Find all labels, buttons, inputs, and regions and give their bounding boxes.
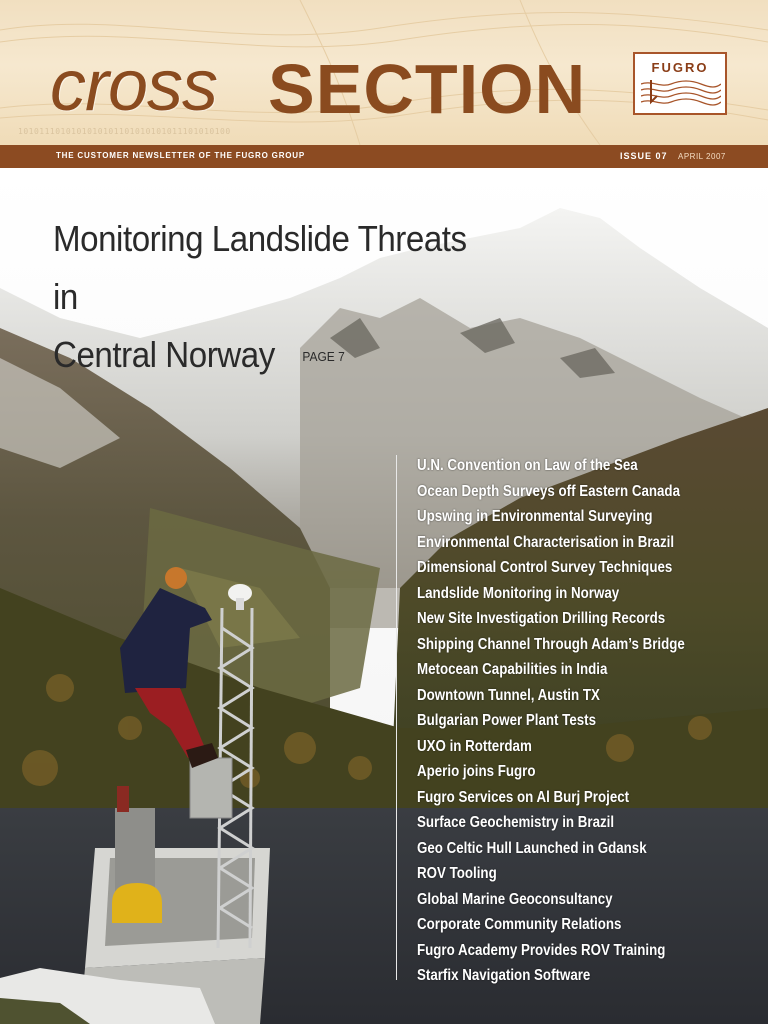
contents-item[interactable]: Upswing in Environmental Surveying [417,508,653,525]
headline-line2 [53,326,485,386]
contents-item[interactable]: New Site Investigation Drilling Records [417,610,666,627]
contents-item[interactable]: Global Marine Geoconsultancy [417,890,613,908]
fugro-logo [633,52,727,115]
contents-item[interactable]: Dimensional Control Survey Techniques [417,559,673,576]
contents-item[interactable]: Bulgarian Power Plant Tests [417,712,597,729]
contents-item[interactable]: Starfix Navigation Software [417,967,591,984]
tagline: THE CUSTOMER NEWSLETTER OF THE FUGRO GROUP [56,151,306,160]
title-cross: cross [50,46,218,126]
cover-headline[interactable] [53,210,485,386]
page-reference: PAGE 7 [302,349,345,365]
contents-item[interactable]: Fugro Services on Al Burj Project [417,788,630,806]
contents-item[interactable]: Metocean Capabilities in India [417,661,608,678]
binary-decoration: 1010111010101010101101010101011101010100 [18,127,231,136]
issue-date: APRIL 2007 [678,152,726,161]
contents-list [417,453,728,989]
issue-number: ISSUE 07 [620,151,668,161]
contents-item[interactable]: Ocean Depth Surveys off Eastern Canada [417,482,680,500]
title-section: SECTION [268,50,587,128]
headline-line1: Monitoring Landslide Threats in [53,218,467,317]
header-strip [0,145,768,168]
contents-item[interactable]: Shipping Channel Through Adam’s Bridge [417,635,685,653]
contents-item[interactable]: Landslide Monitoring in Norway [417,584,620,602]
contents-item[interactable]: Surface Geochemistry in Brazil [417,814,615,831]
contents-item[interactable]: Corporate Community Relations [417,916,622,933]
wave-logo-icon [641,80,721,110]
contents-item[interactable]: UXO in Rotterdam [417,737,532,755]
logo-text: FUGRO [651,60,709,75]
contents-item[interactable]: Downtown Tunnel, Austin TX [417,686,600,704]
contents-item[interactable]: Geo Celtic Hull Launched in Gdansk [417,839,647,857]
contents-item[interactable]: Fugro Academy Provides ROV Training [417,941,666,959]
headline-line2-text: Central Norway [53,334,275,375]
contents-item[interactable]: ROV Tooling [417,865,497,882]
contents-item[interactable]: Environmental Characterisation in Brazil [417,533,675,551]
contents-item[interactable]: U.N. Convention on Law of the Sea [417,457,638,474]
contents-divider [396,455,397,980]
masthead [0,0,768,145]
contents-item[interactable]: Aperio joins Fugro [417,763,536,780]
